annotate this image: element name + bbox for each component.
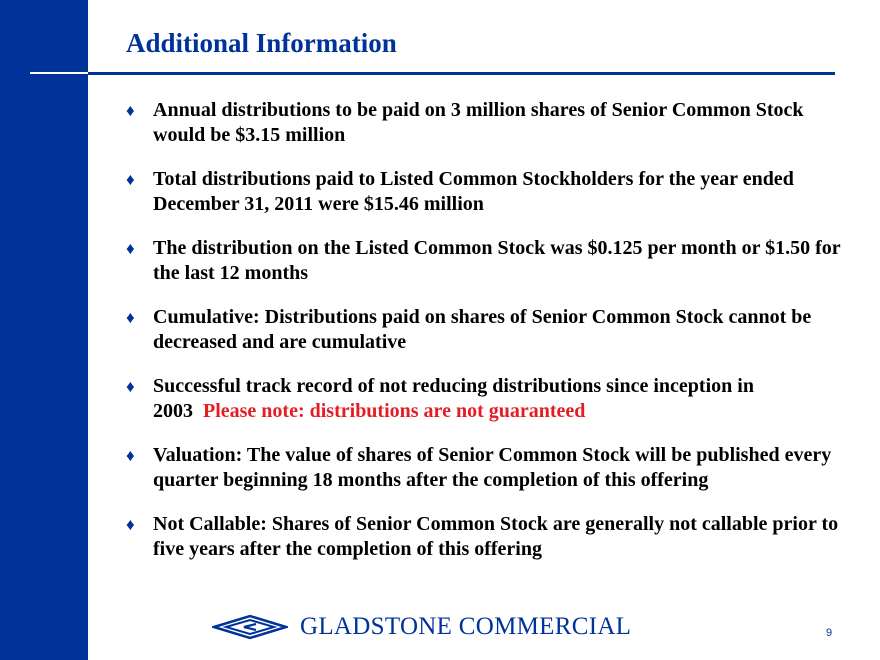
bullet-text: Total distributions paid to Listed Common Stockholders for the year ended December 31, 2011 were $15.46 million — [153, 168, 794, 215]
title-rule-left — [30, 72, 88, 74]
title-rule — [88, 72, 835, 75]
diamond-icon: ♦ — [126, 170, 135, 189]
diamond-icon: ♦ — [126, 101, 135, 120]
disclaimer-note: Please note: distributions are not guaranteed — [203, 400, 586, 422]
diamond-icon: ♦ — [126, 377, 135, 396]
bullet-text: Cumulative: Distributions paid on shares of Senior Common Stock cannot be decreased and are cumulative — [153, 306, 812, 353]
logo-wordmark: GLADSTONE COMMERCIAL — [300, 613, 632, 640]
bullet-list — [126, 98, 841, 581]
footer-logo — [212, 613, 631, 641]
slide-title: Additional Information — [126, 28, 397, 58]
bullet-text: Valuation: The value of shares of Senior Common Stock will be published every quarter beginning 18 months after the completion of this offering — [153, 444, 832, 491]
bullet-text: Not Callable: Shares of Senior Common Stock are generally not callable prior to five years after the completion of this offering — [153, 513, 839, 560]
bullet-item — [126, 98, 841, 148]
bullet-text: Successful track record of not reducing distributions since inception in 2003 — [153, 375, 754, 422]
diamond-icon: ♦ — [126, 308, 135, 327]
bullet-item — [126, 443, 841, 493]
bullet-item — [126, 512, 841, 562]
left-sidebar-band — [0, 0, 88, 660]
diamond-icon: ♦ — [126, 515, 135, 534]
diamond-icon: ♦ — [126, 446, 135, 465]
bullet-text: The distribution on the Listed Common Stock was $0.125 per month or $1.50 for the last 12 months — [153, 237, 841, 284]
diamond-icon: ♦ — [126, 239, 135, 258]
page-number: 9 — [826, 627, 833, 639]
bullet-text: Annual distributions to be paid on 3 million shares of Senior Common Stock would be $3.15 million — [153, 99, 804, 146]
bullet-item — [126, 305, 841, 355]
bullet-item — [126, 167, 841, 217]
bullet-item — [126, 374, 841, 424]
bullet-item — [126, 236, 841, 286]
gladstone-logo-icon — [212, 614, 288, 640]
